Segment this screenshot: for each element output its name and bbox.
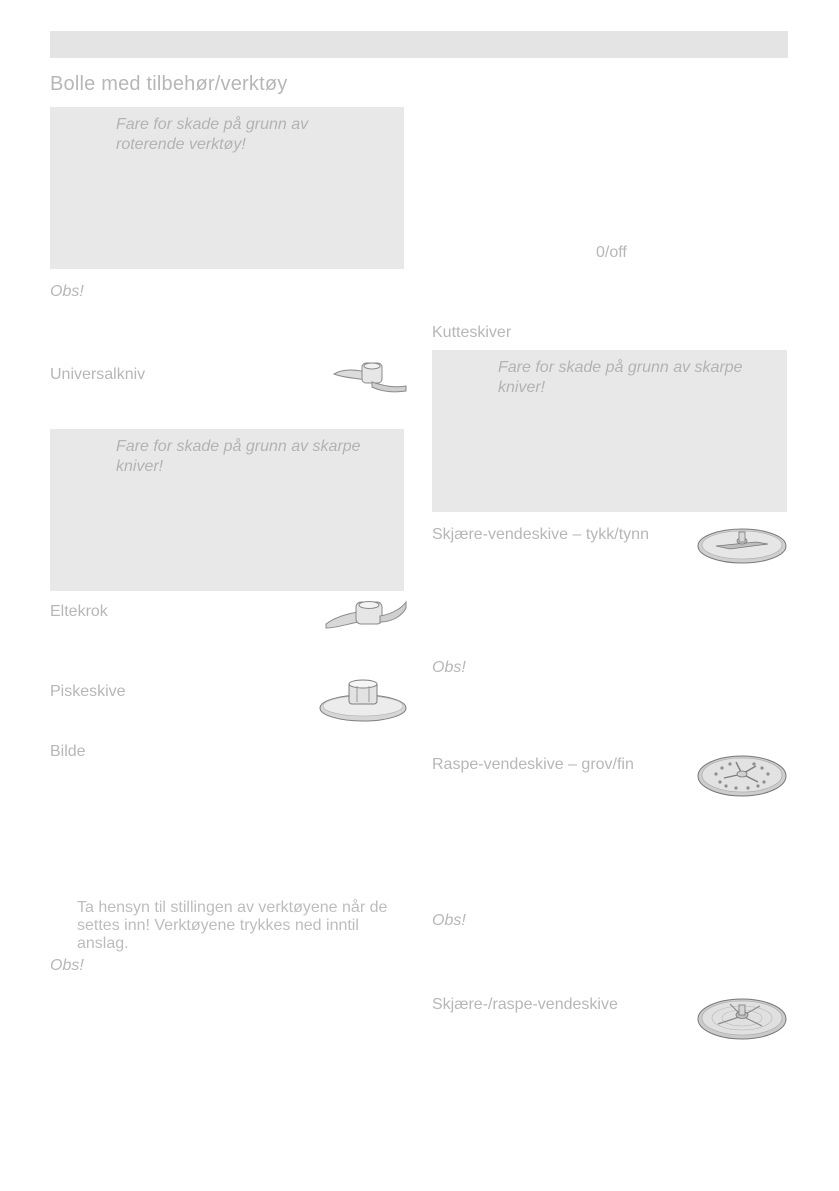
warning-box-rotating xyxy=(50,107,404,269)
universalkniv-heading: Universalkniv xyxy=(50,366,146,383)
warning-box-sharp-1 xyxy=(50,429,404,591)
obs-label-4: Obs! xyxy=(432,912,466,929)
off-label: 0/off xyxy=(596,244,627,261)
instruction-text: Ta hensyn til stillingen av verktøyene når de settes inn! Verktøyene trykkes ned inntil anslag. xyxy=(77,899,388,952)
bilde-heading: Bilde xyxy=(50,743,86,760)
skjaere-raspe-vendeskive-heading: Skjære-/raspe-vendeskive xyxy=(432,996,618,1013)
piskeskive-heading: Piskeskive xyxy=(50,683,126,700)
warning-text-rotating: Fare for skade på grunn av roterende verktøy! xyxy=(116,116,309,153)
skjaere-vendeskive-heading: Skjære-vendeskive – tykk/tynn xyxy=(432,526,649,543)
warning-box-sharp-2 xyxy=(432,350,787,512)
raspe-vendeskive-heading: Raspe-vendeskive – grov/fin xyxy=(432,756,634,773)
kneading-hook-icon xyxy=(324,598,408,632)
warning-text-sharp-2: Fare for skade på grunn av skarpe kniver! xyxy=(498,359,743,396)
universal-knife-icon xyxy=(332,360,408,394)
warning-text-sharp-1: Fare for skade på grunn av skarpe kniver! xyxy=(116,438,361,475)
obs-label-2: Obs! xyxy=(50,957,84,974)
slicing-grating-disc-icon xyxy=(696,994,788,1042)
obs-label-1: Obs! xyxy=(50,283,84,300)
slicing-disc-icon xyxy=(696,524,788,566)
page-title: Bolle med tilbehør/verktøy xyxy=(50,73,288,95)
eltekrok-heading: Eltekrok xyxy=(50,603,108,620)
kutteskiver-heading: Kutteskiver xyxy=(432,324,512,341)
grating-disc-icon xyxy=(696,752,788,798)
header-bar xyxy=(50,31,788,58)
whisk-disc-icon xyxy=(318,676,408,724)
obs-label-3: Obs! xyxy=(432,659,466,676)
